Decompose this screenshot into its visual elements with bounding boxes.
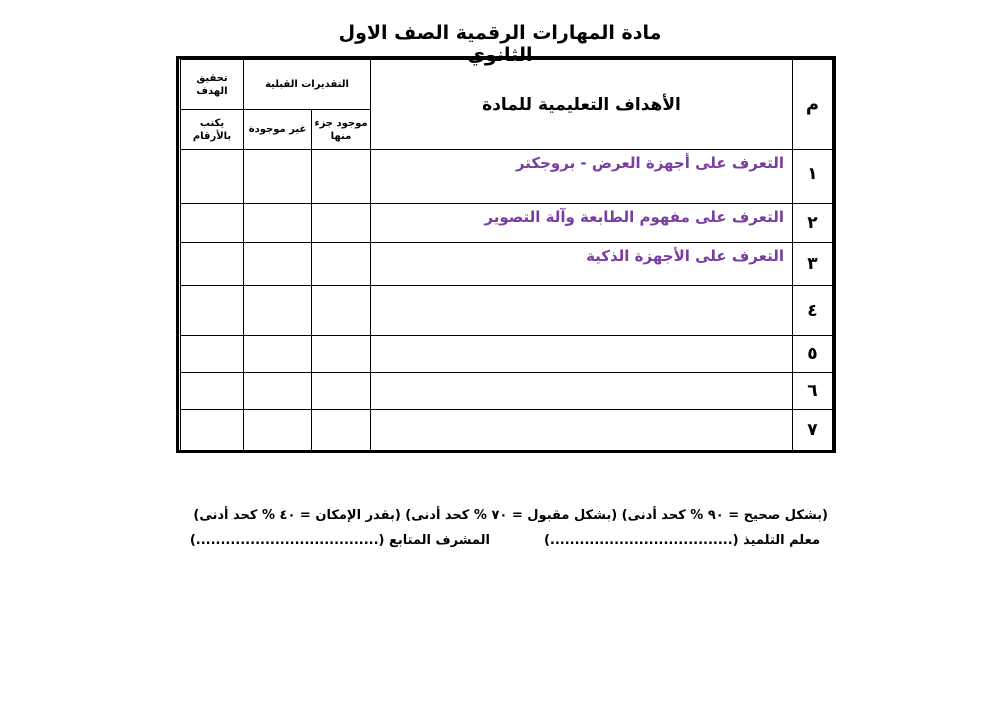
table-row (181, 243, 833, 286)
objective-text (371, 336, 793, 373)
subheader-numbers: يكتب بالأرقام (181, 110, 244, 150)
teacher-signature: معلم التلميذ (.....................................) (543, 533, 820, 548)
objective-text (371, 286, 793, 336)
cell-numbers[interactable] (181, 243, 244, 286)
objective-text: التعرف على أجهزة العرض - بروجكتر (371, 150, 793, 204)
cell-numbers[interactable] (181, 150, 244, 204)
cell-partial[interactable] (312, 373, 371, 410)
cell-partial[interactable] (312, 243, 371, 286)
cell-numbers[interactable] (181, 410, 244, 451)
row-number: ٧ (793, 410, 833, 451)
table-row (181, 373, 833, 410)
cell-partial[interactable] (312, 336, 371, 373)
header-m: م (793, 60, 833, 150)
cell-numbers[interactable] (181, 286, 244, 336)
cell-partial[interactable] (312, 150, 371, 204)
evaluation-scale: (بشكل صحيح = ٩٠ % كحد أدنى) (بشكل مقبول = ٧٠ % كحد أدنى) (بقدر الإمكان = ٤٠ % كحد أدنى) (193, 508, 828, 523)
row-number: ٦ (793, 373, 833, 410)
page-title: مادة المهارات الرقمية الصف الاول الثانوي (338, 22, 662, 66)
table-row (181, 410, 833, 451)
row-number: ٤ (793, 286, 833, 336)
cell-missing[interactable] (244, 373, 312, 410)
objectives-table (180, 59, 833, 451)
cell-partial[interactable] (312, 204, 371, 243)
header-objectives: الأهداف التعليمية للمادة (371, 60, 793, 150)
cell-missing[interactable] (244, 150, 312, 204)
objective-text (371, 373, 793, 410)
table-row (181, 286, 833, 336)
row-number: ١ (793, 150, 833, 204)
table-row (181, 336, 833, 373)
cell-missing[interactable] (244, 410, 312, 451)
row-number: ٥ (793, 336, 833, 373)
row-number: ٣ (793, 243, 833, 286)
cell-partial[interactable] (312, 410, 371, 451)
table-row (181, 150, 833, 204)
table-row (181, 204, 833, 243)
row-number: ٢ (793, 204, 833, 243)
cell-missing[interactable] (244, 286, 312, 336)
cell-missing[interactable] (244, 204, 312, 243)
cell-numbers[interactable] (181, 373, 244, 410)
header-prior-estimates: التقديرات القبلية (244, 60, 371, 110)
cell-numbers[interactable] (181, 336, 244, 373)
objective-text: التعرف على مفهوم الطابعة وآلة التصوير (371, 204, 793, 243)
header-goal-achievement: تحقيق الهدف (181, 60, 244, 110)
objective-text (371, 410, 793, 451)
cell-missing[interactable] (244, 243, 312, 286)
subheader-missing: غير موجودة (244, 110, 312, 150)
cell-missing[interactable] (244, 336, 312, 373)
objective-text: التعرف على الأجهزة الذكية (371, 243, 793, 286)
cell-partial[interactable] (312, 286, 371, 336)
supervisor-signature: المشرف المتابع (.....................................) (189, 533, 490, 548)
cell-numbers[interactable] (181, 204, 244, 243)
subheader-partial: موجود جزء منها (312, 110, 371, 150)
